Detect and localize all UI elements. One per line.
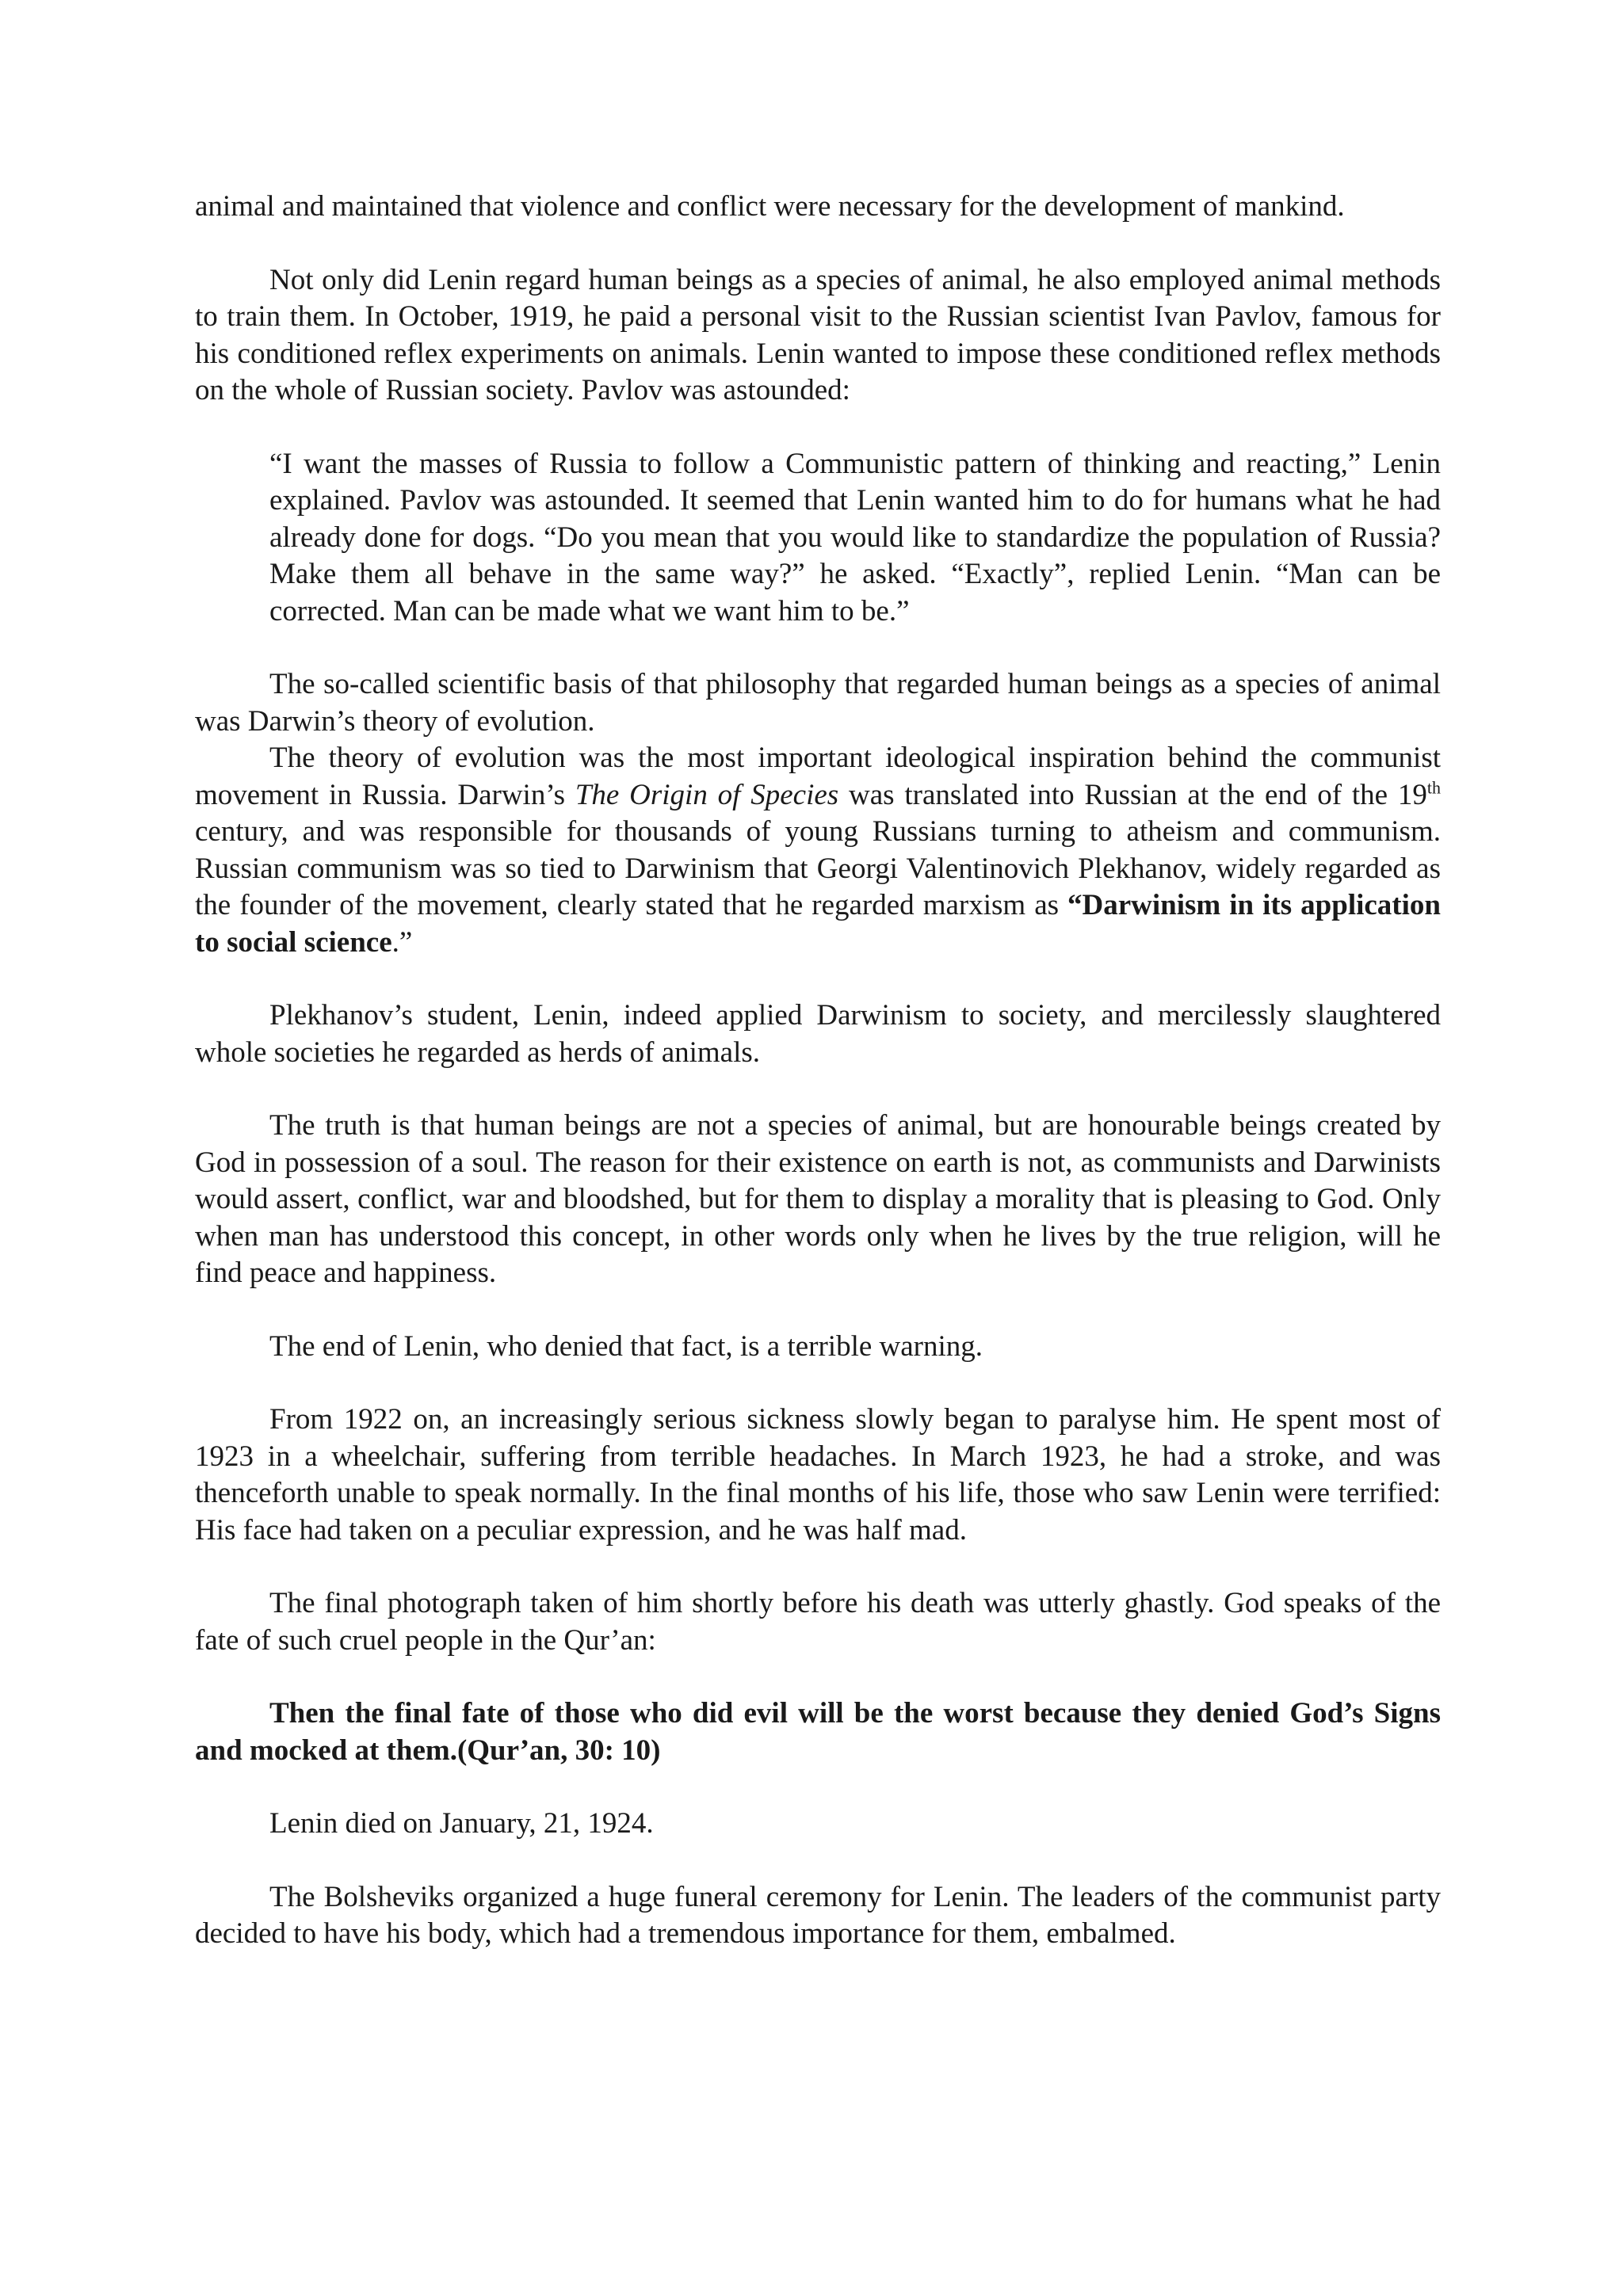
paragraph-theory-of-evolution (195, 740, 1441, 961)
text-segment: century, and was responsible for thousands of young Russians turning to atheism and communism. Russian communism was so tied to Darwinism that Georgi Valentinovich Plekhanov, widely regarded as the founder of the movement, clearly stated that he regarded marxism as (195, 815, 1441, 921)
paragraph-plekhanov-student: Plekhanov’s student, Lenin, indeed applied Darwinism to society, and mercilessly slaughtered whole societies he regarded as herds of animals. (195, 999, 1441, 1069)
paragraph-scientific-basis: The so-called scientific basis of that philosophy that regarded human beings as a species of animal was Darwin’s theory of evolution. (195, 668, 1441, 738)
bold-quote: “Darwinism in its application to social science (195, 889, 1441, 959)
quran-verse: Then the final fate of those who did evil will be the worst because they denied God’s Signs and mocked at them.(Qur’an, 30: 10) (195, 1697, 1441, 1767)
text-segment: The theory of evolution was the most important ideological inspiration behind the communist movement in Russia. Darwin’s (195, 742, 1441, 811)
paragraph-lenin-pavlov: Not only did Lenin regard human beings as a species of animal, he also employed animal methods to train them. In October, 1919, he paid a personal visit to the Russian scientist Ivan Pavlov, famous for his conditioned reflex experiments on animals. Lenin wanted to impose these conditioned reflex methods on the whole of Russian society. Pavlov was astounded: (195, 263, 1441, 406)
paragraph-funeral: The Bolsheviks organized a huge funeral ceremony for Lenin. The leaders of the communist party decided to have his body, which had a tremendous importance for them, embalmed. (195, 1880, 1441, 1950)
text-segment: .” (391, 925, 413, 959)
paragraph-end-of-lenin: The end of Lenin, who denied that fact, is a terrible warning. (269, 1329, 983, 1363)
paragraph-lenin-died: Lenin died on January, 21, 1924. (269, 1807, 654, 1840)
document-page (195, 189, 1441, 1953)
book-title: The Origin of Species (575, 778, 839, 811)
text-segment: was translated into Russian at the end of the 19 (838, 778, 1427, 811)
superscript-ordinal: th (1426, 777, 1441, 798)
paragraph-final-photograph: The final photograph taken of him shortly before his death was utterly ghastly. God speaks of the fate of such cruel people in the Qur’an: (195, 1587, 1441, 1657)
paragraph-sickness: From 1922 on, an increasingly serious sickness slowly began to paralyse him. He spent most of 1923 in a wheelchair, suffering from terrible headaches. In March 1923, he had a stroke, and was thenceforth unable to speak normally. In the final months of his life, those who saw Lenin were terrified: His face had taken on a peculiar expression, and he was half mad. (195, 1403, 1441, 1547)
block-quote-pavlov: “I want the masses of Russia to follow a Communistic pattern of thinking and reacting,” Lenin explained. Pavlov was astounded. It seemed that Lenin wanted him to do for humans what he had already done for dogs. “Do you mean that you would like to standardize the population of Russia? Make them all behave in the same way?” he asked. “Exactly”, replied Lenin. “Man can be corrected. Man can be made what we want him to be.” (269, 447, 1441, 627)
paragraph-the-truth: The truth is that human beings are not a species of animal, but are honourable beings created by God in possession of a soul. The reason for their existence on earth is not, as communists and Darwinists would assert, conflict, war and bloodshed, but for them to display a morality that is pleasing to God. Only when man has understood this concept, in other words only when he lives by the true religion, will he find peace and happiness. (195, 1109, 1441, 1289)
paragraph-continuation: animal and maintained that violence and conflict were necessary for the development of mankind. (195, 190, 1345, 223)
